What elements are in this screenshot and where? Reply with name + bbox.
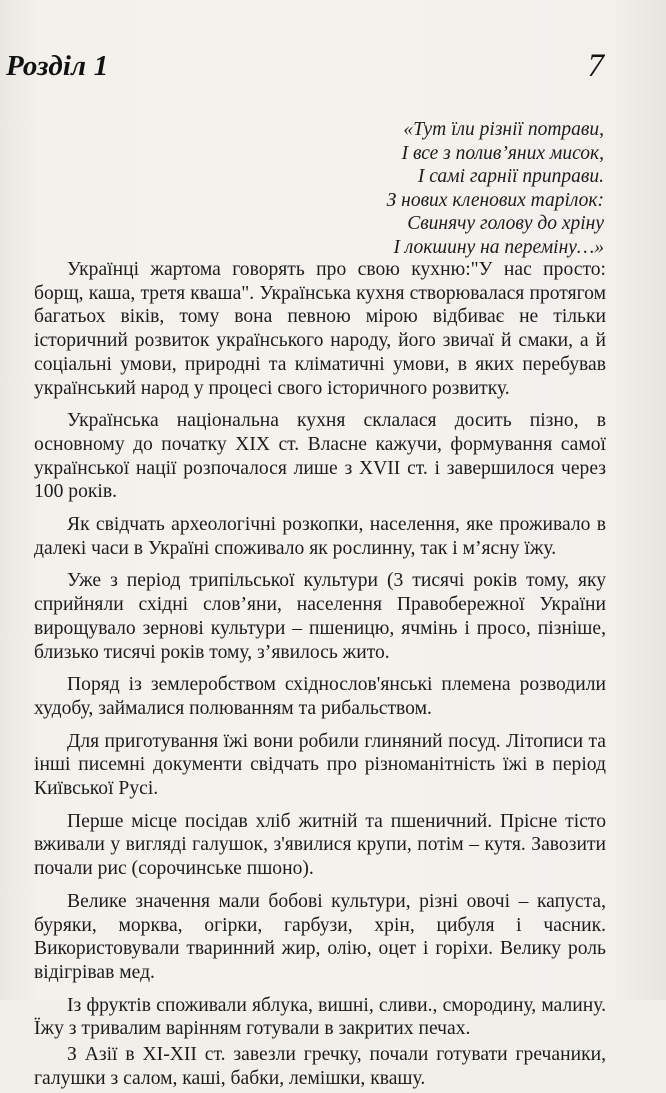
- paragraph: Поряд із землеробством східнослов'янські племена розводили худобу, займалися полюванням та рибальством.: [34, 674, 606, 719]
- epigraph-line: З нових кленових тарілок:: [386, 189, 604, 211]
- paragraph: Із фруктів споживали яблука, вишні, сливи., смородину, малину. Їжу з тривалим варінням готували в закритих печах.: [34, 994, 606, 1040]
- page-number: 7: [587, 48, 604, 84]
- paragraph: З Азії в XI-XII ст. завезли гречку, почали готувати гречаники, галушки з салом, каші, бабки, лемішки, квашу.: [34, 1044, 606, 1089]
- epigraph-line: Свинячу голову до хріну: [407, 213, 604, 235]
- body-text: [34, 258, 606, 1093]
- paragraph: Українська національна кухня склалася досить пізно, в основному до початку XIX ст. Власне кажучи, формування самої української нації розпочалося лише з XVII ст. і завершилося через 100 років.: [34, 410, 606, 503]
- epigraph-line: «Тут їли різнії потрави,: [403, 119, 604, 140]
- epigraph-poem: [387, 118, 604, 260]
- epigraph-line: І все з полив’яних мисок,: [401, 142, 604, 164]
- chapter-running-header: Розділ 1: [6, 50, 109, 82]
- paragraph: Українці жартома говорять про свою кухню:"У нас просто: борщ, каша, третя кваша". Українська кухня створювалася протягом багатьох віків, тому вона певною мірою відбиває не тільки історичний розвиток українського народу, його звичаї й смаки, а й соціальні умови, природні та кліматичні умови, в яких перебував український народ у процесі свого історичного розвитку.: [34, 259, 606, 399]
- paragraph: Велике значення мали бобові культури, різні овочі – капуста, буряки, морква, огірки, гарбузи, хрін, цибуля і часник. Використовували тваринний жир, олію, оцет і горіхи. Велику роль відігрівав мед.: [34, 890, 606, 983]
- paragraph: Уже з період трипільської культури (3 тисячі років тому, яку сприйняли східні слов’яни, населення Правобережної України вирощувало зернові культури – пшеницю, ячмінь і просо, пізніше, близько тисячі років тому, з’явилось жито.: [34, 570, 606, 663]
- epigraph-line: І локшину на переміну…»: [393, 236, 604, 258]
- epigraph-line: І самі гарнії приправи.: [417, 166, 604, 188]
- paragraph: Як свідчать археологічні розкопки, населення, яке проживало в далекі часи в Україні споживало як рослинну, так і м’ясну їжу.: [34, 514, 606, 559]
- paragraph: Перше місце посідав хліб житній та пшеничний. Прісне тісто вживали у вигляді галушок, з'явилися крупи, потім – кутя. Завозити почали рис (сорочинське пшоно).: [34, 810, 606, 880]
- paragraph: Для приготування їжі вони робили глиняний посуд. Літописи та інші писемні документи свідчать про різноманітність їжі в період Київської Русі.: [34, 730, 606, 800]
